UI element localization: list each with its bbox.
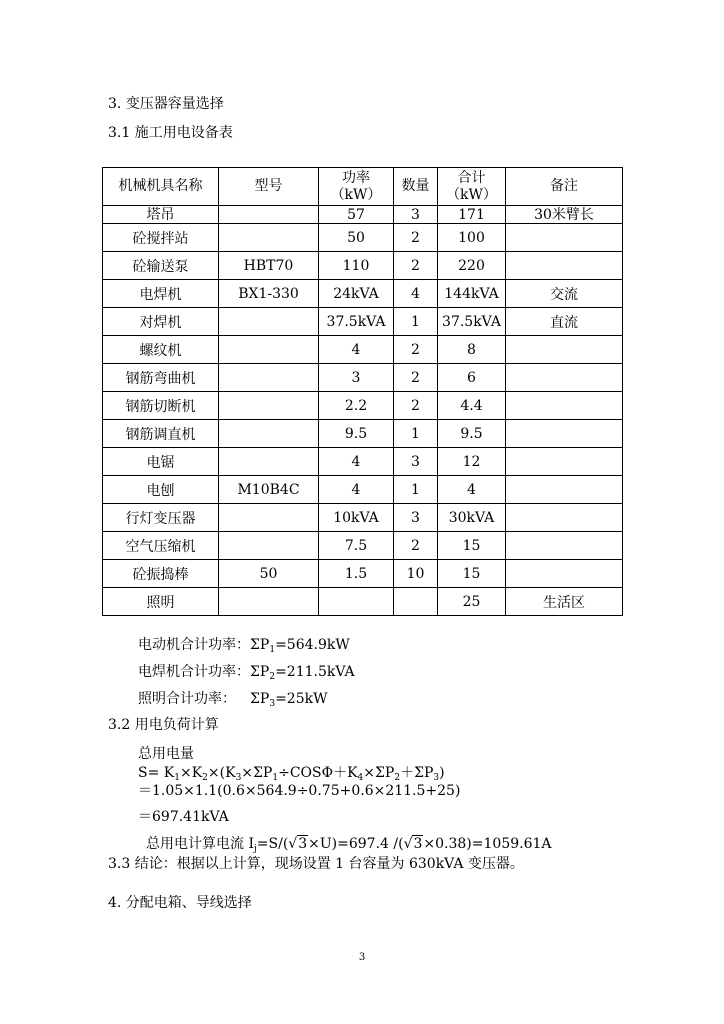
cell-power: 7.5	[319, 532, 394, 560]
cell-power: 37.5kVA	[319, 308, 394, 336]
cell-power: 10kVA	[319, 504, 394, 532]
cell-model	[219, 364, 319, 392]
lighting-total	[138, 690, 327, 713]
cell-remark	[506, 364, 623, 392]
cell-total: 30kVA	[438, 504, 506, 532]
cell-total: 9.5	[438, 420, 506, 448]
formula-part: ÷COSΦ＋K	[278, 765, 358, 781]
formula-part: ×ΣP	[363, 765, 395, 781]
cell-qty: 1	[394, 308, 438, 336]
cell-power: 110	[319, 252, 394, 280]
cell-power: 4	[319, 336, 394, 364]
table-row	[103, 588, 623, 616]
welder-total-sub: 2	[269, 672, 276, 682]
cell-name: 对焊机	[103, 308, 219, 336]
cell-total: 4	[438, 476, 506, 504]
motor-total-label: 电动机合计功率：	[138, 637, 250, 653]
cell-model	[219, 588, 319, 616]
cell-remark	[506, 476, 623, 504]
table-row	[103, 476, 623, 504]
cell-remark	[506, 532, 623, 560]
calc-step-2: ＝697.41kVA	[138, 809, 229, 825]
lighting-total-label: 照明合计功率：	[138, 691, 236, 707]
formula-part: )	[439, 765, 445, 781]
formula-sub: 1	[174, 773, 180, 783]
table-body	[103, 206, 623, 616]
cell-remark	[506, 448, 623, 476]
cell-qty: 3	[394, 504, 438, 532]
cell-total: 15	[438, 560, 506, 588]
sqrt-value: 3	[413, 836, 423, 852]
cell-total: 6	[438, 364, 506, 392]
section-heading-3-1: 3.1 施工用电设备表	[108, 125, 233, 141]
cell-qty: 2	[394, 224, 438, 252]
table-row	[103, 448, 623, 476]
cell-remark	[506, 504, 623, 532]
table-row	[103, 206, 623, 224]
cell-name: 照明	[103, 588, 219, 616]
cell-name: 电锯	[103, 448, 219, 476]
total-load-label: 总用电量	[138, 746, 194, 762]
cell-power: 57	[319, 206, 394, 224]
cell-model: M10B4C	[219, 476, 319, 504]
formula-sub: 3	[433, 773, 440, 783]
cell-remark: 生活区	[506, 588, 623, 616]
current-part-b: ×U)=697.4 /(	[308, 836, 404, 852]
sqrt-sign: √	[288, 836, 298, 852]
section-heading-3-2: 3.2 用电负荷计算	[108, 717, 219, 733]
cell-name: 行灯变压器	[103, 504, 219, 532]
cell-remark: 直流	[506, 308, 623, 336]
formula-part: ×(K	[207, 765, 236, 781]
table-header-row	[103, 168, 623, 206]
table-row	[103, 364, 623, 392]
formula-part: ＋ΣP	[400, 765, 434, 781]
cell-qty: 2	[394, 252, 438, 280]
table-row	[103, 532, 623, 560]
sqrt-symbol	[288, 835, 308, 853]
cell-qty: 3	[394, 206, 438, 224]
formula-part: ×ΣP	[241, 765, 273, 781]
cell-model: 50	[219, 560, 319, 588]
cell-qty: 2	[394, 364, 438, 392]
cell-model	[219, 224, 319, 252]
formula-sub: 1	[272, 773, 279, 783]
motor-total-sum: ΣP	[250, 637, 270, 653]
table-row	[103, 308, 623, 336]
table-row	[103, 504, 623, 532]
cell-power	[319, 588, 394, 616]
header-model: 型号	[219, 168, 319, 206]
formula-sub: 2	[394, 773, 401, 783]
cell-name: 钢筋弯曲机	[103, 364, 219, 392]
cell-total: 37.5kVA	[438, 308, 506, 336]
cell-model	[219, 336, 319, 364]
table-row	[103, 224, 623, 252]
sqrt-sign: √	[403, 836, 413, 852]
cell-power: 2.2	[319, 392, 394, 420]
cell-name: 电焊机	[103, 280, 219, 308]
current-sub: j	[253, 844, 257, 854]
cell-model	[219, 206, 319, 224]
lighting-total-sum: ΣP	[250, 691, 270, 707]
cell-model	[219, 504, 319, 532]
table-row	[103, 420, 623, 448]
cell-power: 1.5	[319, 560, 394, 588]
cell-total: 8	[438, 336, 506, 364]
header-power: 功率 （kW）	[319, 168, 394, 206]
formula-part: S= K	[138, 765, 175, 781]
cell-qty: 4	[394, 280, 438, 308]
motor-total	[138, 636, 350, 659]
cell-name: 砼搅拌站	[103, 224, 219, 252]
cell-model	[219, 308, 319, 336]
current-part-a: =S/(	[256, 836, 289, 852]
cell-qty: 1	[394, 420, 438, 448]
table-row	[103, 560, 623, 588]
cell-name: 塔吊	[103, 206, 219, 224]
cell-remark	[506, 420, 623, 448]
cell-name: 电刨	[103, 476, 219, 504]
cell-model	[219, 448, 319, 476]
cell-name: 钢筋调直机	[103, 420, 219, 448]
cell-name: 砼输送泵	[103, 252, 219, 280]
current-label: 总用电计算电流 I	[146, 836, 254, 852]
cell-power: 9.5	[319, 420, 394, 448]
section-heading-3-3: 3.3 结论：根据以上计算，现场设置 1 台容量为 630kVA 变压器。	[108, 856, 524, 872]
sqrt-value: 3	[298, 836, 308, 852]
cell-remark: 交流	[506, 280, 623, 308]
cell-total: 100	[438, 224, 506, 252]
cell-remark: 30米臂长	[506, 206, 623, 224]
header-remark: 备注	[506, 168, 623, 206]
cell-name: 砼振捣棒	[103, 560, 219, 588]
cell-total: 171	[438, 206, 506, 224]
sqrt-symbol	[404, 835, 424, 853]
welder-total-sum: ΣP	[250, 664, 270, 680]
cell-remark	[506, 336, 623, 364]
lighting-total-value: =25kW	[275, 691, 328, 707]
cell-qty: 10	[394, 560, 438, 588]
welder-total	[138, 663, 355, 686]
cell-power: 4	[319, 476, 394, 504]
cell-remark	[506, 252, 623, 280]
cell-total: 220	[438, 252, 506, 280]
section-heading-4: 4. 分配电箱、导线选择	[108, 895, 252, 911]
cell-remark	[506, 560, 623, 588]
cell-total: 12	[438, 448, 506, 476]
formula-part: ×K	[179, 765, 203, 781]
cell-remark	[506, 392, 623, 420]
section-heading-3: 3. 变压器容量选择	[108, 96, 224, 112]
cell-model: BX1-330	[219, 280, 319, 308]
calc-step-1: ＝1.05×1.1(0.6×564.9÷0.75+0.6×211.5+25)	[138, 783, 461, 799]
cell-qty: 2	[394, 532, 438, 560]
cell-power: 4	[319, 448, 394, 476]
cell-qty	[394, 588, 438, 616]
cell-model	[219, 532, 319, 560]
cell-total: 25	[438, 588, 506, 616]
cell-name: 钢筋切断机	[103, 392, 219, 420]
cell-qty: 3	[394, 448, 438, 476]
welder-total-value: =211.5kVA	[275, 664, 355, 680]
cell-name: 螺纹机	[103, 336, 219, 364]
cell-name: 空气压缩机	[103, 532, 219, 560]
cell-power: 3	[319, 364, 394, 392]
cell-total: 15	[438, 532, 506, 560]
motor-total-value: =564.9kW	[275, 637, 350, 653]
cell-qty: 2	[394, 336, 438, 364]
table-row	[103, 280, 623, 308]
cell-remark	[506, 224, 623, 252]
cell-model: HBT70	[219, 252, 319, 280]
cell-qty: 1	[394, 476, 438, 504]
header-total: 合计 （kW）	[438, 168, 506, 206]
formula-sub: 4	[357, 773, 364, 783]
cell-total: 4.4	[438, 392, 506, 420]
table-row	[103, 252, 623, 280]
page-number: 3	[358, 952, 366, 963]
cell-model	[219, 420, 319, 448]
header-name: 机械机具名称	[103, 168, 219, 206]
cell-model	[219, 392, 319, 420]
formula-sub: 3	[235, 773, 242, 783]
lighting-total-sub: 3	[269, 699, 276, 709]
cell-qty: 2	[394, 392, 438, 420]
cell-power: 50	[319, 224, 394, 252]
table-row	[103, 336, 623, 364]
cell-total: 144kVA	[438, 280, 506, 308]
header-qty: 数量	[394, 168, 438, 206]
current-part-c: ×0.38)=1059.61A	[423, 836, 552, 852]
motor-total-sub: 1	[269, 645, 276, 655]
cell-power: 24kVA	[319, 280, 394, 308]
formula-sub: 2	[202, 773, 208, 783]
table-row	[103, 392, 623, 420]
equipment-table	[102, 167, 623, 616]
welder-total-label: 电焊机合计功率：	[138, 664, 250, 680]
